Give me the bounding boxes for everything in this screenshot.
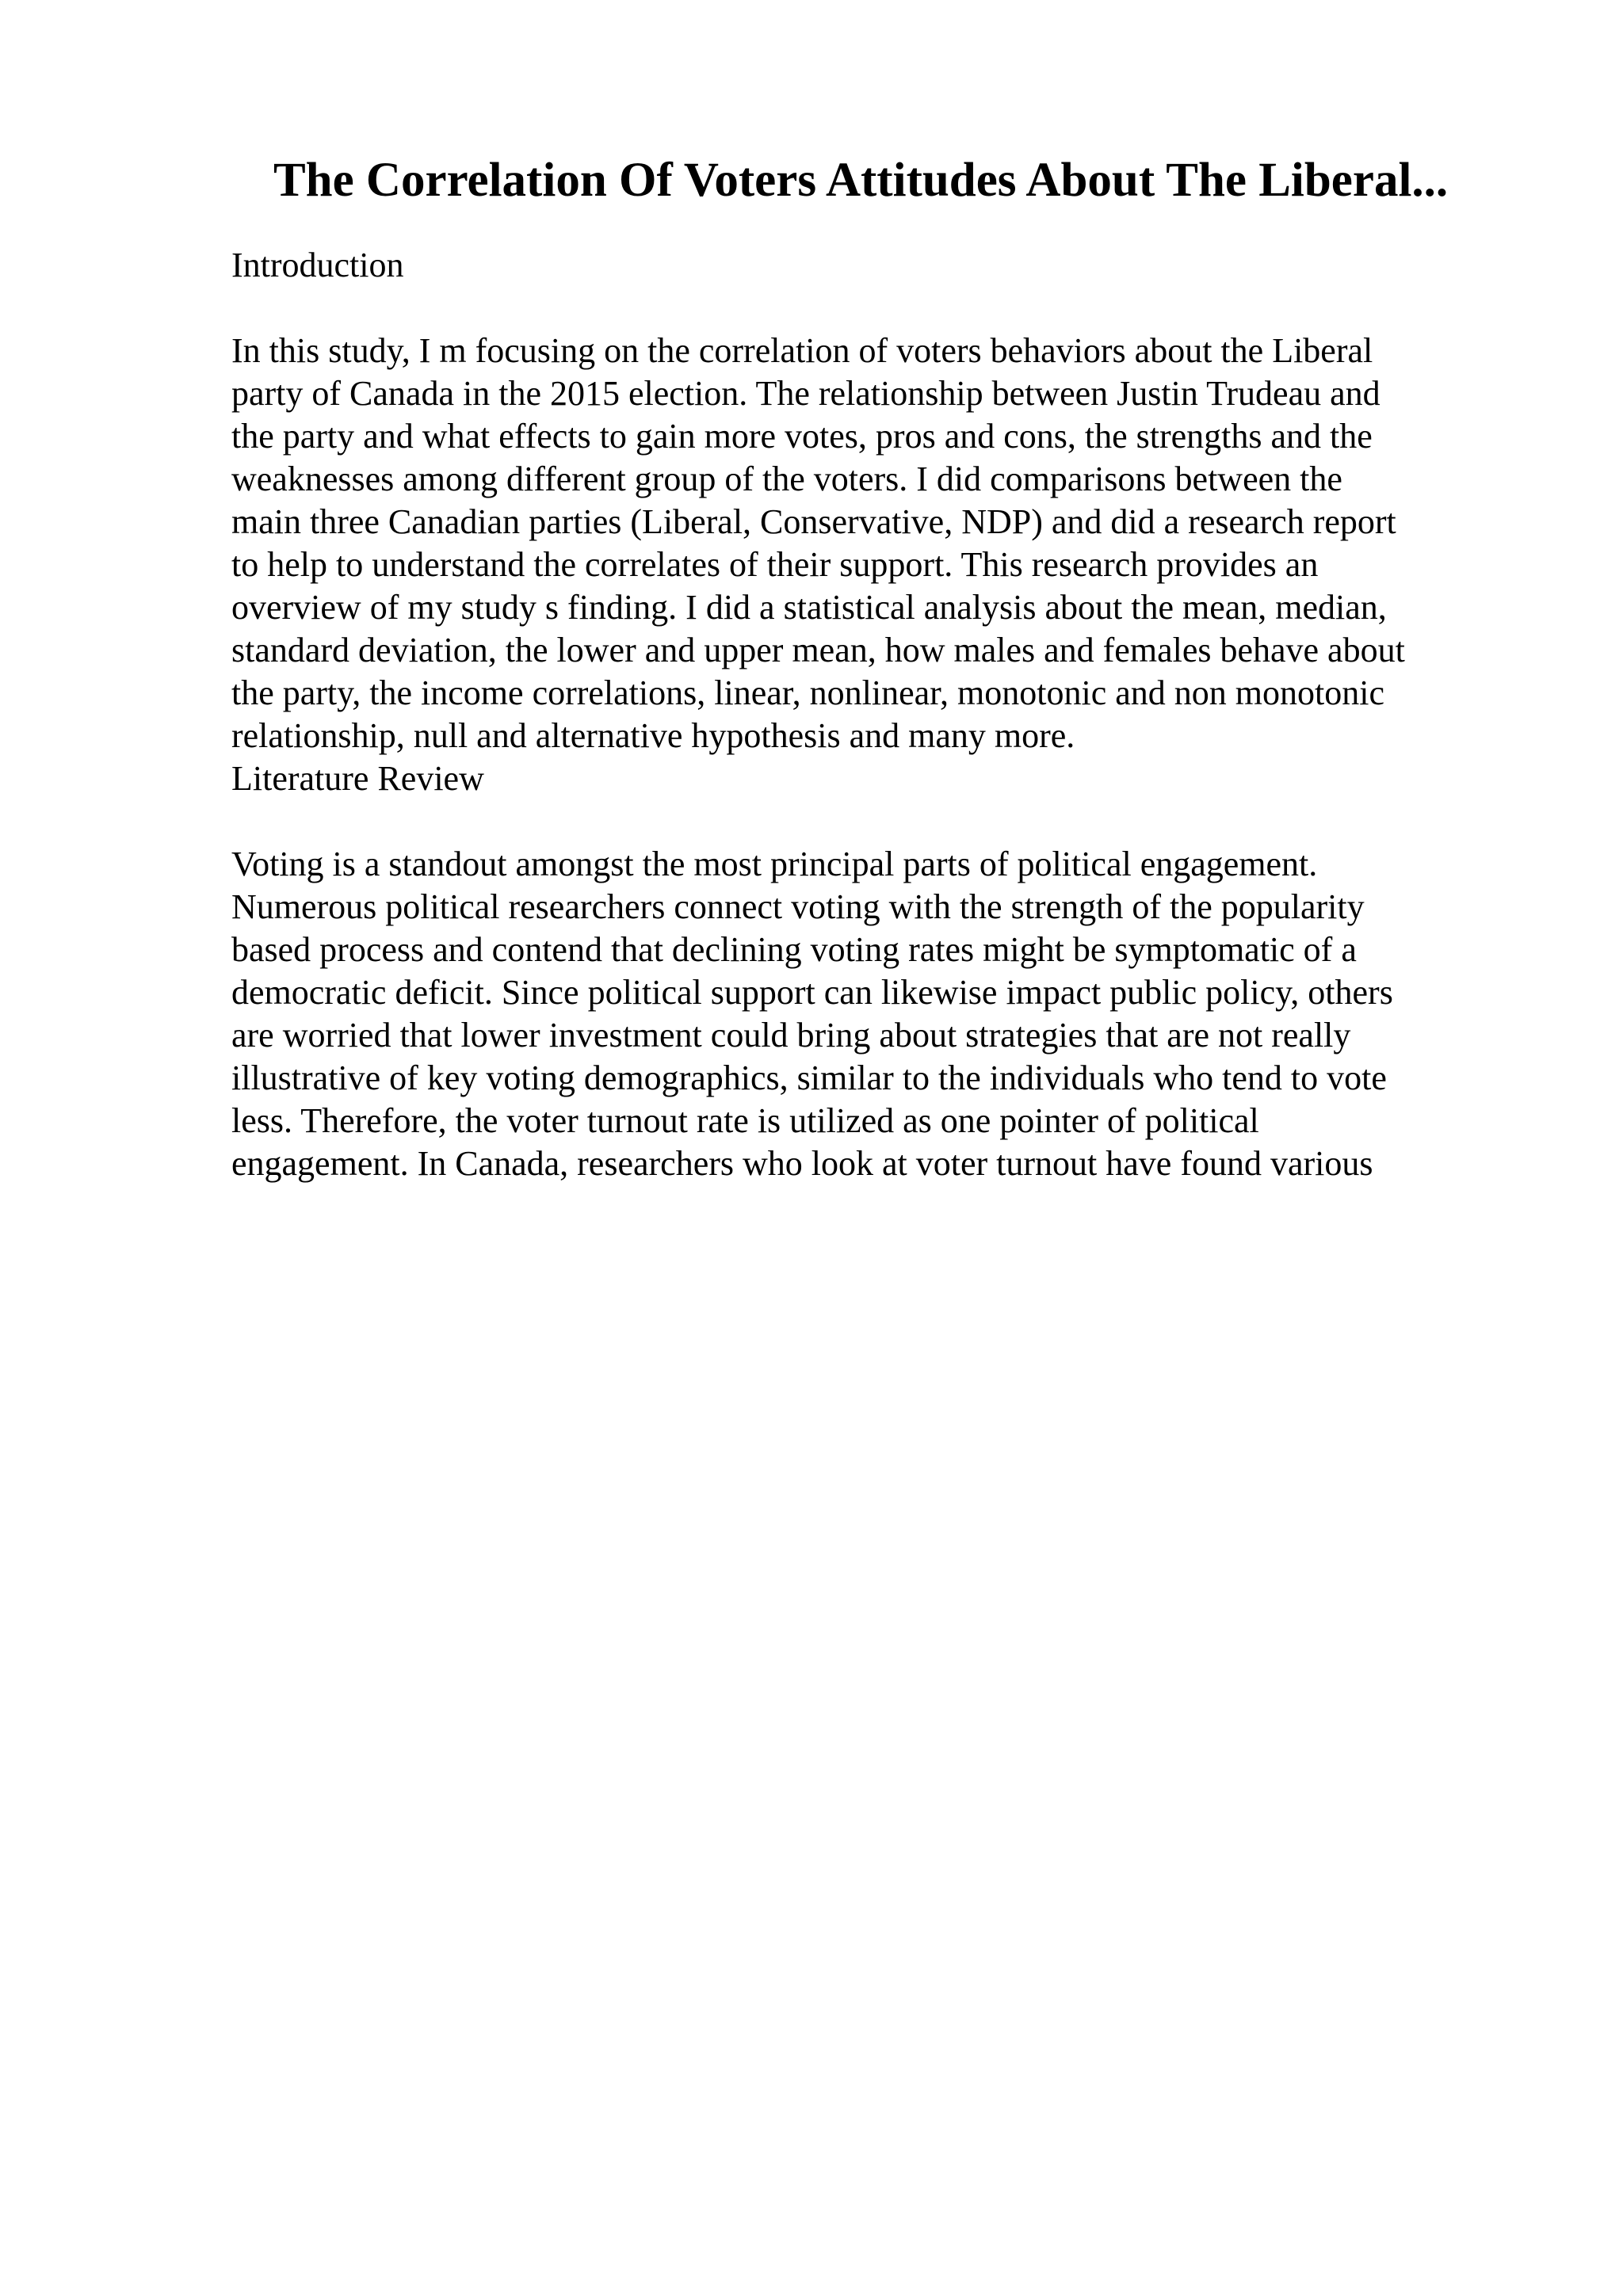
text-line: the party, the income correlations, linear, nonlinear, monotonic and non monotonic (231, 673, 1384, 712)
text-line: Voting is a standout amongst the most principal parts of political engagement. (231, 845, 1318, 883)
paragraph-spacer (231, 800, 1499, 843)
text-line: engagement. In Canada, researchers who look at voter turnout have found various (231, 1144, 1373, 1183)
text-line: In this study, I m focusing on the correlation of voters behaviors about the Liberal (231, 331, 1373, 370)
text-line: are worried that lower investment could bring about strategies that are not really (231, 1016, 1351, 1055)
text-line: weaknesses among different group of the voters. I did comparisons between the (231, 460, 1342, 498)
text-line: Numerous political researchers connect voting with the strength of the popularity (231, 887, 1365, 926)
text-line: illustrative of key voting demographics, similar to the individuals who tend to vote (231, 1058, 1387, 1097)
text-line: democratic deficit. Since political support can likewise impact public policy, others (231, 973, 1393, 1012)
text-line: to help to understand the correlates of their support. This research provides an (231, 545, 1319, 584)
document-title: The Correlation Of Voters Attitudes About The Liberal... (273, 154, 1449, 207)
section-heading-literature-review: Literature Review (231, 759, 484, 798)
section-heading-introduction: Introduction (231, 246, 404, 284)
paragraph-spacer (231, 287, 1499, 330)
text-line: the party and what effects to gain more votes, pros and cons, the strengths and the (231, 417, 1373, 456)
document-body (231, 244, 1499, 1185)
text-line: relationship, null and alternative hypothesis and many more. (231, 716, 1075, 755)
text-line: main three Canadian parties (Liberal, Conservative, NDP) and did a research report (231, 502, 1396, 541)
paragraph-introduction (231, 330, 1499, 757)
text-line: less. Therefore, the voter turnout rate is utilized as one pointer of political (231, 1101, 1259, 1140)
text-line: based process and contend that declining voting rates might be symptomatic of a (231, 930, 1357, 969)
text-line: standard deviation, the lower and upper mean, how males and females behave about (231, 631, 1405, 669)
text-line: party of Canada in the 2015 election. The relationship between Justin Trudeau and (231, 374, 1381, 413)
paragraph-literature-review (231, 843, 1499, 1185)
text-line: overview of my study s finding. I did a statistical analysis about the mean, median, (231, 588, 1387, 627)
